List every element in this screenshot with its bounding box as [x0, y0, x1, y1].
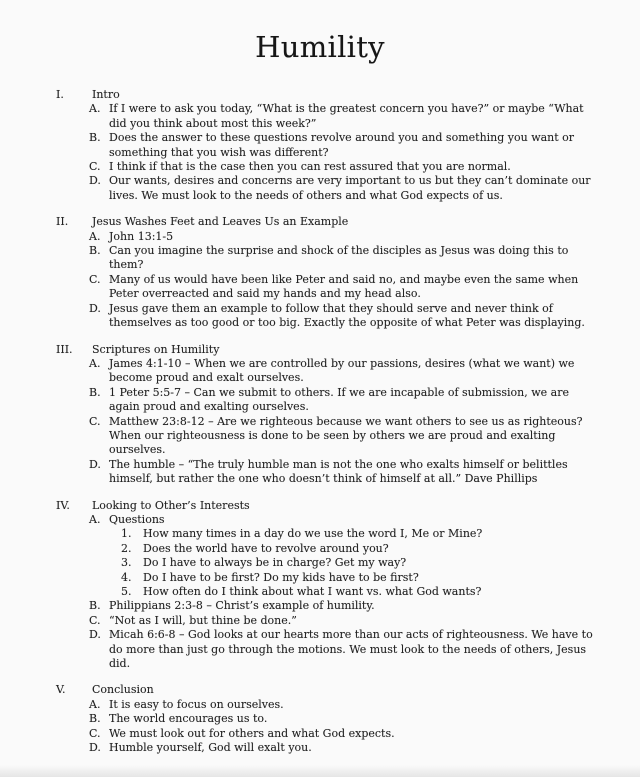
- outline-item-label: A.: [89, 697, 101, 711]
- outline-subitem-label: 5.: [121, 585, 132, 598]
- outline-item-text: We must look out for others and what God expects.: [109, 726, 395, 740]
- outline-item-text: I think if that is the case then you can rest assured that you are normal.: [109, 160, 511, 174]
- outline-item-text: The humble – “The truly humble man is not the one who exalts himself or belittles himself, but rather the one who doesn’t think of himself at all.” Dave Phillips: [109, 457, 568, 486]
- outline-item: [89, 415, 596, 458]
- section-title: Scriptures on Humility: [92, 342, 220, 356]
- outline-item: [89, 357, 596, 386]
- outline-item-body: [109, 698, 596, 712]
- outline-item: [89, 698, 596, 712]
- outline-item-label: D.: [89, 301, 101, 315]
- outline-item-label: D.: [89, 457, 101, 471]
- outline-item: [89, 160, 596, 174]
- outline-item-label: D.: [89, 741, 101, 755]
- outline-section: [56, 88, 596, 203]
- section-numeral: II.: [56, 215, 69, 229]
- outline-item-text: Philippians 2:3-8 – Christ’s example of humility.: [109, 599, 375, 613]
- outline-item-text: Does the answer to these questions revolve around you and something you want or something that you wish was different?: [109, 131, 575, 159]
- outline-item-text: Jesus gave them an example to follow that they should serve and never think of themselves as too good or too big. Exactly the opposite of what Peter was displaying.: [109, 301, 585, 330]
- section-numeral: IV.: [56, 498, 70, 512]
- outline-item-label: C.: [89, 613, 101, 627]
- outline-item: [89, 614, 596, 628]
- outline-item: [89, 599, 596, 613]
- outline-item-label: B.: [89, 712, 101, 726]
- outline-item-body: [109, 712, 596, 726]
- outline-item: [89, 302, 596, 331]
- outline-item: [89, 174, 596, 203]
- outline-item-label: B.: [89, 599, 101, 613]
- section-content: [89, 343, 596, 487]
- outline-subitem: [121, 571, 596, 585]
- outline-item-label: B.: [89, 385, 101, 399]
- outline-item: [89, 741, 596, 755]
- outline-item-text: Can you imagine the surprise and shock of the disciples as Jesus was doing this to them?: [109, 244, 569, 272]
- outline-subitem: [121, 542, 596, 556]
- outline-item-body: [109, 458, 596, 487]
- outline-item-body: [109, 131, 596, 160]
- outline-item-body: [109, 244, 596, 273]
- outline-item-text: Many of us would have been like Peter and said no, and maybe even the same when Peter overreacted and said my hands and my head also.: [109, 272, 579, 301]
- section-content: [89, 215, 596, 330]
- outline-item-text: James 4:1-10 – When we are controlled by our passions, desires (what we want) we become proud and exalt ourselves.: [109, 356, 575, 385]
- outline-subitem-label: 3.: [121, 556, 132, 570]
- outline-item-body: [109, 102, 596, 131]
- outline-subitem: [121, 556, 596, 570]
- outline-item: [89, 727, 596, 741]
- outline-item-body: [109, 741, 596, 755]
- section-title: Looking to Other’s Interests: [92, 498, 250, 512]
- outline-section: [56, 215, 596, 330]
- outline-item-label: C.: [89, 160, 101, 174]
- outline-item-label: A.: [89, 512, 101, 526]
- outline-item-label: D.: [89, 174, 101, 188]
- outline-item-text: John 13:1-5: [109, 229, 174, 243]
- outline-item: [89, 386, 596, 415]
- outline-subitem-text: How many times in a day do we use the word I, Me or Mine?: [143, 527, 483, 541]
- section-title: Conclusion: [92, 683, 154, 697]
- scan-edge-artifact: [0, 765, 640, 777]
- section-title: Intro: [92, 88, 120, 101]
- outline-subitem-text: Do I have to be first? Do my kids have to be first?: [143, 570, 419, 584]
- outline-item-body: [109, 174, 596, 203]
- outline-item-body: [109, 599, 596, 613]
- outline-item: [89, 628, 596, 671]
- outline-item-text: It is easy to focus on ourselves.: [109, 697, 284, 711]
- section-content: [89, 499, 596, 672]
- outline-item-label: A.: [89, 229, 101, 243]
- outline-item-text: 1 Peter 5:5-7 – Can we submit to others. If we are incapable of submission, we are again proud and exalting ourselves.: [109, 385, 570, 414]
- outline-item-label: C.: [89, 414, 101, 428]
- outline-subitem-text: Do I have to always be in charge? Get my way?: [143, 556, 407, 570]
- outline-item-body: [109, 273, 596, 302]
- outline-item-text: Matthew 23:8-12 – Are we righteous because we want others to see us as righteous? When our righteousness is done to be seen by others we are proud and exalting ourselves.: [109, 414, 583, 457]
- outline-item: [89, 458, 596, 487]
- outline-item-body: [109, 160, 596, 174]
- outline-section: [56, 499, 596, 672]
- outline-item-body: [109, 415, 596, 458]
- outline-subitem-text: Does the world have to revolve around you?: [143, 541, 389, 555]
- outline-item-body: [109, 513, 596, 599]
- outline-subitem: [121, 527, 596, 541]
- outline-item-text: Micah 6:6-8 – God looks at our hearts more than our acts of righteousness. We have to do more than just go through the motions. We must look to the needs of others, Jesus did.: [109, 628, 593, 671]
- section-content: [89, 683, 596, 755]
- outline-subitem: [121, 585, 596, 599]
- outline-item-text: Questions: [109, 512, 165, 526]
- section-content: [89, 88, 596, 203]
- section-numeral: I.: [56, 88, 64, 101]
- outline-item: [89, 273, 596, 302]
- outline: [0, 88, 640, 755]
- outline-item-label: C.: [89, 272, 101, 286]
- outline-item: [89, 712, 596, 726]
- outline-item-body: [109, 357, 596, 386]
- outline-item-label: A.: [89, 356, 101, 370]
- outline-item-body: [109, 727, 596, 741]
- outline-item: [89, 244, 596, 273]
- outline-item: [89, 230, 596, 244]
- outline-item-text: Humble yourself, God will exalt you.: [109, 741, 312, 755]
- outline-item-text: If I were to ask you today, “What is the greatest concern you have?” or maybe “What did you think about most this week?”: [109, 102, 584, 130]
- section-title: Jesus Washes Feet and Leaves Us an Example: [92, 215, 349, 229]
- section-numeral: III.: [56, 342, 73, 356]
- document-title: Humility: [255, 30, 385, 64]
- outline-item-label: B.: [89, 131, 101, 145]
- outline-item-body: [109, 628, 596, 671]
- outline-item-label: C.: [89, 726, 101, 740]
- outline-item: [89, 513, 596, 599]
- outline-subitem-label: 1.: [121, 527, 132, 541]
- outline-section: [56, 343, 596, 487]
- outline-item-body: [109, 386, 596, 415]
- section-numeral: V.: [56, 683, 66, 697]
- outline-subitem-text: How often do I think about what I want vs. what God wants?: [143, 585, 482, 598]
- outline-item-text: “Not as I will, but thine be done.”: [109, 613, 297, 627]
- outline-item: [89, 102, 596, 131]
- outline-item-label: A.: [89, 102, 101, 116]
- outline-item-body: [109, 614, 596, 628]
- outline-item-text: Our wants, desires and concerns are very important to us but they can’t dominate our lives. We must look to the needs of others and what God expects of us.: [109, 174, 591, 202]
- outline-item-text: The world encourages us to.: [109, 712, 268, 726]
- outline-item: [89, 131, 596, 160]
- outline-item-label: B.: [89, 244, 101, 258]
- outline-item-body: [109, 302, 596, 331]
- outline-item-body: [109, 230, 596, 244]
- outline-section: [56, 683, 596, 755]
- outline-item-label: D.: [89, 628, 101, 642]
- outline-subitem-label: 2.: [121, 541, 132, 555]
- outline-subitem-label: 4.: [121, 570, 132, 584]
